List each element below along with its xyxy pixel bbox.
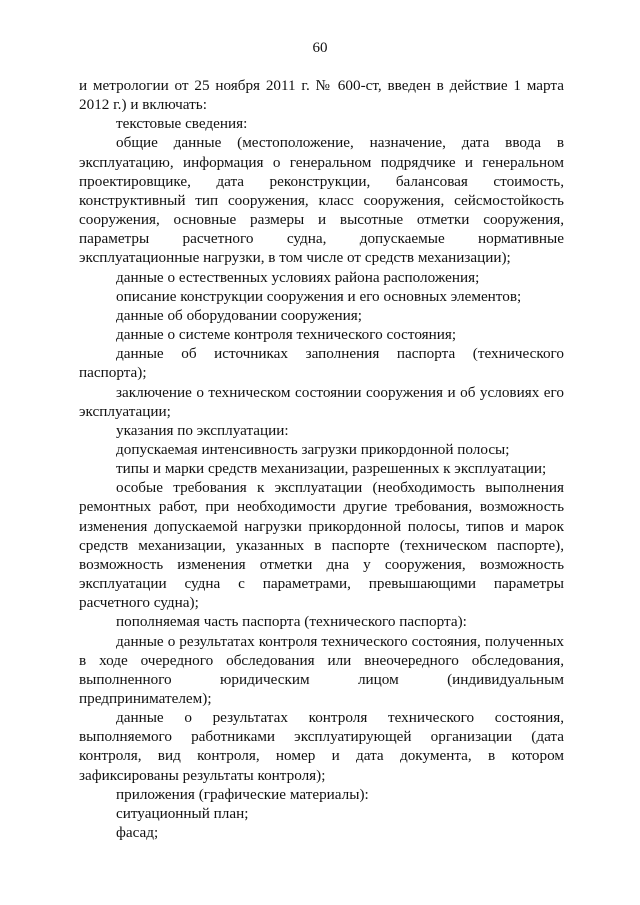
paragraph-special-requirements: особые требования к эксплуатации (необходимость выполнения ремонтных работ, при необходимости другие требования, возможность изменения допускаемой нагрузки прикордонной полосы, типов и марок средств механизации, указанных в паспорте (техническом паспорте), возможность изменения отметки дна у сооружения, возможность эксплуатации судна с параметрами, превышающими параметры расчетного судна); — [79, 479, 564, 612]
document-body — [79, 76, 564, 842]
paragraph-control-system: данные о системе контроля технического состояния; — [116, 326, 457, 344]
paragraph-operation-instructions-heading: указания по эксплуатации: — [116, 421, 289, 439]
paragraph-structure-description: описание конструкции сооружения и его основных элементов; — [116, 287, 522, 305]
paragraph-inspection-results: данные о результатах контроля технического состояния, полученных в ходе очередного обследования или внеочередного обследования, выполненного юридическим лицом (индивидуальным предпринимателем); — [79, 632, 564, 707]
paragraph-equipment-data: данные об оборудовании сооружения; — [116, 306, 362, 324]
paragraph-general-data: общие данные (местоположение, назначение, дата ввода в эксплуатацию, информация о генеральном подрядчике и генеральном проектировщике, дата реконструкции, балансовая стоимость, конструктивный тип сооружения, класс сооружения, сейсмостойкость сооружения, основные размеры и высотные отметки сооружения, параметры расчетного судна, допускаемые нормативные эксплуатационные нагрузки, в том числе от средств механизации); — [79, 134, 564, 267]
paragraph-operator-control-results: данные о результатах контроля технического состояния, выполняемого работниками эксплуатирующей организации (дата контроля, вид контроля, номер и дата документа, в котором зафиксированы результаты контроля); — [79, 709, 564, 784]
paragraph-appendices-heading: приложения (графические материалы): — [116, 785, 369, 803]
paragraph-text-info-heading: текстовые сведения: — [116, 115, 248, 133]
paragraph-mechanization-types: типы и марки средств механизации, разрешенных к эксплуатации; — [116, 460, 547, 478]
paragraph-passport-sources: данные об источниках заполнения паспорта (технического паспорта); — [79, 345, 564, 382]
paragraph-load-intensity: допускаемая интенсивность загрузки прикордонной полосы; — [116, 440, 510, 458]
paragraph-facade: фасад; — [116, 824, 159, 842]
paragraph-technical-conclusion: заключение о техническом состоянии сооружения и об условиях его эксплуатации; — [79, 383, 564, 420]
paragraph-replenished-part-heading: пополняемая часть паспорта (технического паспорта): — [116, 613, 467, 631]
paragraph-continuation: и метрологии от 25 ноября 2011 г. № 600-ст, введен в действие 1 марта 2012 г.) и включать: — [79, 77, 564, 114]
paragraph-site-plan: ситуационный план; — [116, 804, 249, 822]
page-number: 60 — [312, 40, 328, 56]
paragraph-natural-conditions: данные о естественных условиях района расположения; — [116, 268, 480, 286]
